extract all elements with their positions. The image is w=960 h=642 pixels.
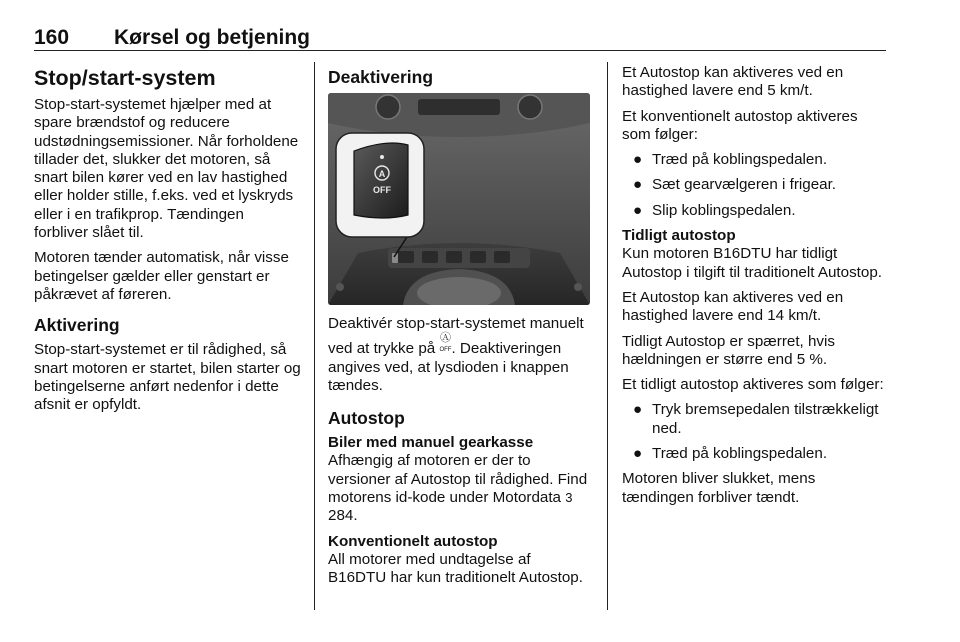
deactivation-paragraph [328, 315, 590, 395]
list-item-text: Træd på koblingspedalen. [652, 445, 828, 463]
manual-gearbox-text: Afhængig af motoren er der to versioner af Autostop til rådighed. Find motorens id-kode under Motordata [328, 452, 588, 507]
intro-paragraph: Stop-start-systemet hjælper med at spare brændstof og reducere udstødningsemissioner. Når forholdene tillader det, slukker det motoren, så snart bilen kører ved en lav hastighed eller holder stille, f.eks. ved et lyskryds eller i en trafikprop. Tændingen forbliver slået til. [34, 96, 299, 242]
restart-paragraph: Motoren tænder automatisk, når visse betingelser gælder eller genstart er påkrævet af føreren. [34, 249, 289, 303]
early-autostop-heading: Tidligt autostop [622, 227, 736, 245]
console-figure [328, 93, 590, 305]
bullet-icon: ● [633, 176, 643, 194]
conventional-bullet-list [622, 151, 888, 220]
column-2 [328, 64, 590, 595]
list-item [622, 445, 888, 463]
header-rule [34, 50, 886, 51]
page-reference[interactable]: 284. [328, 507, 358, 525]
chapter-title: Kørsel og betjening [114, 26, 311, 49]
list-item-text: Træd på koblingspedalen. [652, 151, 828, 169]
list-item [622, 176, 888, 194]
activation-heading: Aktivering [34, 315, 120, 336]
page-number: 160 [34, 26, 70, 49]
list-item-text: Sæt gearvælgeren i frigear. [652, 176, 837, 194]
bullet-icon: ● [633, 401, 643, 419]
bullet-icon: ● [633, 201, 643, 219]
autostop-off-icon [439, 333, 451, 355]
early-activate-intro: Et tidligt autostop aktiveres som følger: [622, 376, 884, 394]
page-reference-arrow-icon: 3 [565, 490, 573, 506]
autostop-icon-glyph: Ⓐ [439, 332, 451, 345]
blocked-paragraph: Tidligt Autostop er spærret, hvis hældningen er større end 5 %. [622, 332, 835, 368]
speed-conventional-paragraph: Et Autostop kan aktiveres ved en hastighed lavere end 5 km/t. [622, 64, 844, 100]
deactivation-heading: Deaktivering [328, 67, 434, 87]
column-3 [622, 64, 888, 514]
speed-early-paragraph: Et Autostop kan aktiveres ved en hastighed lavere end 14 km/t. [622, 288, 844, 325]
final-paragraph: Motoren bliver slukket, mens tændingen forbliver tændt. [622, 470, 816, 506]
list-item [622, 401, 888, 438]
column-divider-2 [607, 62, 608, 610]
deactivation-text-b: . Deaktiveringen angives ved, at lysdioden i knappen tændes. [328, 340, 569, 394]
section-title: Stop/start-system [34, 66, 216, 90]
manual-gearbox-heading: Biler med manuel gearkasse [328, 434, 534, 452]
svg-text:A: A [378, 169, 386, 179]
conventional-paragraph: All motorer med undtagelse af B16DTU har kun traditionelt Autostop. [328, 550, 583, 587]
list-item-text: Slip koblingspedalen. [652, 201, 796, 219]
conventional-activate-intro: Et konventionelt autostop aktiveres som følger: [622, 107, 858, 143]
deactivation-text-a: Deaktivér stop-start-systemet manuelt ved at trykke på [328, 315, 584, 358]
column-1 [34, 64, 302, 421]
column-divider-1 [314, 62, 315, 610]
autostop-heading: Autostop [328, 408, 405, 429]
list-item-text: Tryk bremsepedalen tilstrækkeligt ned. [652, 401, 879, 437]
console-illustration [328, 93, 590, 305]
manual-gearbox-paragraph [328, 452, 590, 525]
autostop-icon-label: OFF [439, 347, 452, 354]
early-autostop-paragraph: Kun motoren B16DTU har tidligt Autostop i tilgift til traditionelt Autostop. [622, 245, 883, 281]
list-item [622, 202, 888, 220]
figure-button-label: OFF [373, 185, 391, 195]
conventional-heading: Konventionelt autostop [328, 532, 498, 550]
early-bullet-list [622, 401, 888, 463]
bullet-icon: ● [633, 445, 643, 463]
page-header [34, 22, 886, 52]
activation-paragraph: Stop-start-systemet er til rådighed, så snart motoren er startet, bilen starter og betingelserne anført nedenfor i dette afsnit er opfyldt. [34, 341, 301, 414]
list-item [622, 151, 888, 169]
bullet-icon: ● [633, 151, 643, 169]
